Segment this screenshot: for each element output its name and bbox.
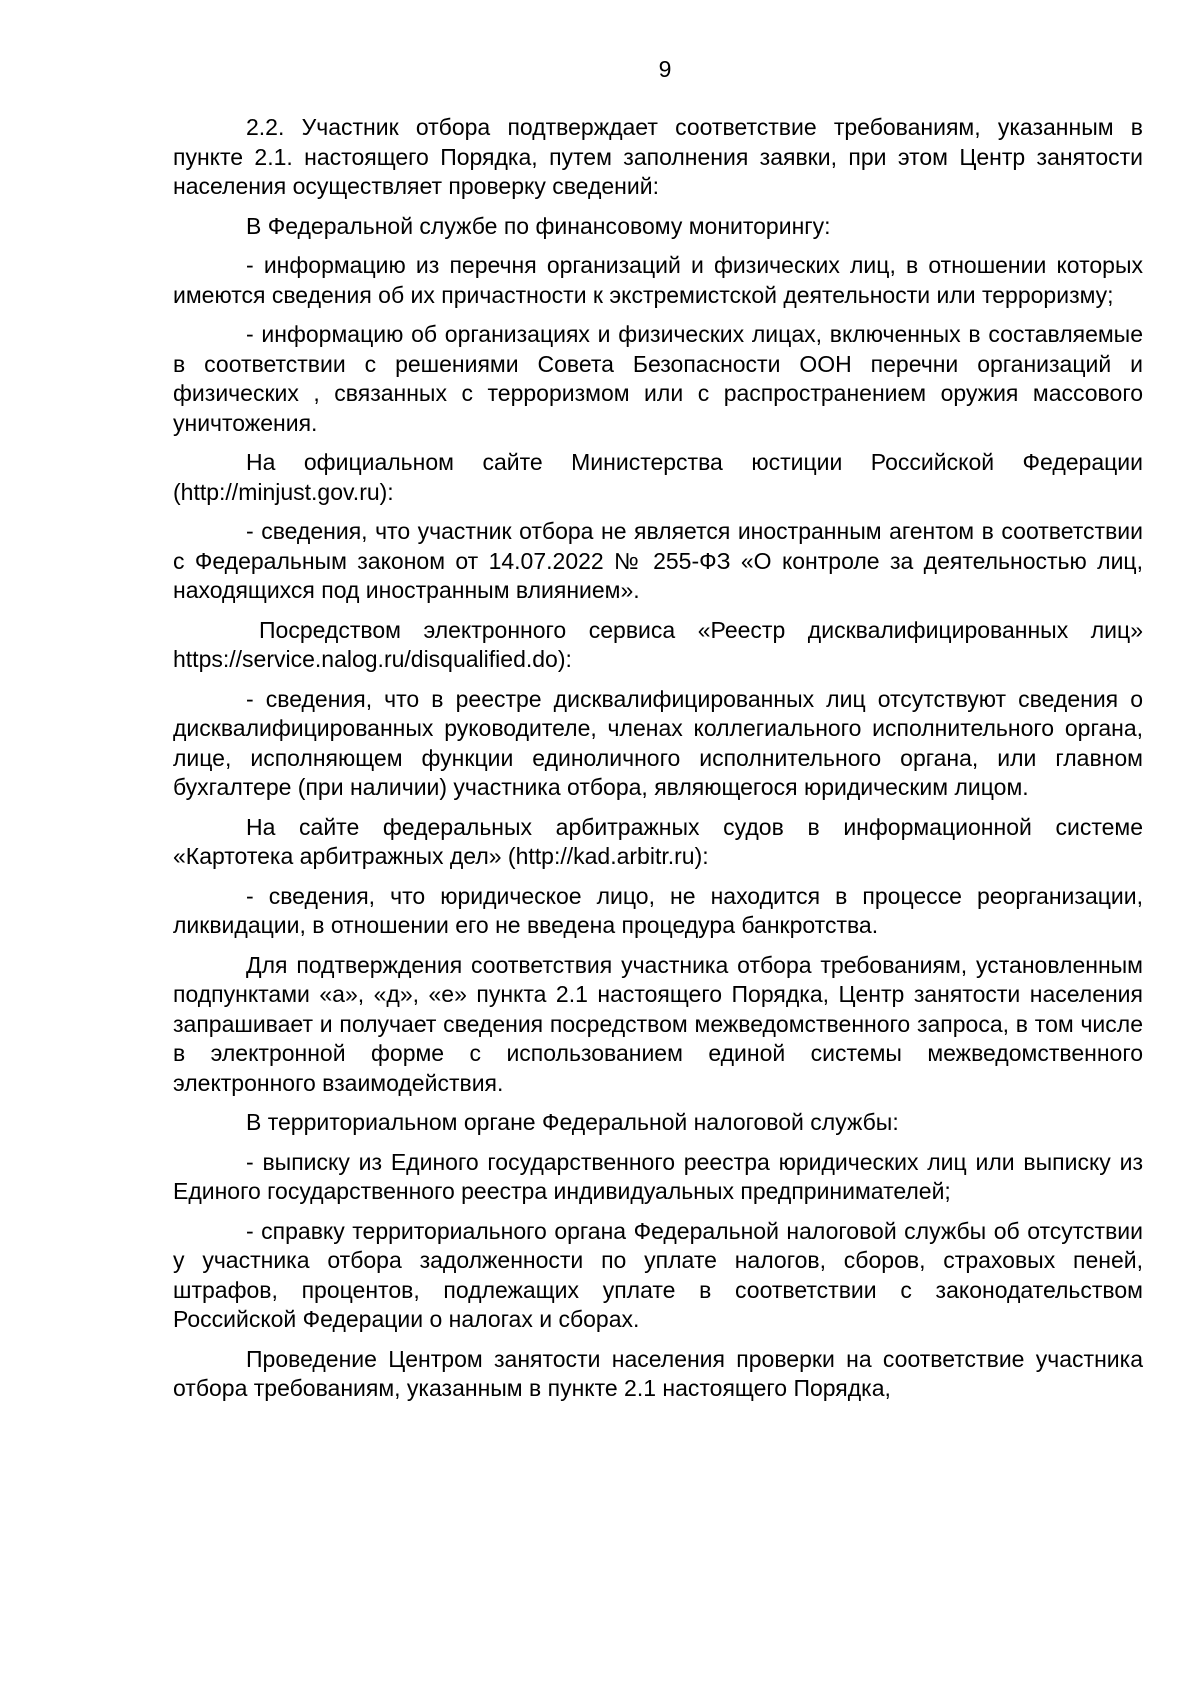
paragraph-disqualified-service-heading: Посредством электронного сервиса «Реестр дисквалифицированных лиц» https://service.nalog.ru/disqualified.do): [173, 616, 1143, 672]
paragraph-interagency-request: Для подтверждения соответствия участника отбора требованиям, установленным подпунктами «а», «д», «е» пункта 2.1 настоящего Порядка, Центр занятости населения запрашивает и получает сведения посредством межведомственного запроса, в том числе в электронной форме с использованием единой системы межведомственного электронного взаимодействия. [173, 951, 1143, 1096]
paragraph-rosfinmonitoring-heading: В Федеральной службе по финансовому мониторингу: [246, 212, 831, 239]
paragraph-foreign-agent: - сведения, что участник отбора не является иностранным агентом в соответствии с Федеральным законом от 14.07.2022 № 255-ФЗ «О контроле за деятельностью лиц, находящихся под иностранным влиянием». [173, 518, 1143, 603]
paragraph-minjust-heading: На официальном сайте Министерства юстиции Российской Федерации (http://minjust.gov.ru): [173, 449, 1143, 505]
paragraph-reorganization-liquidation: - сведения, что юридическое лицо, не находится в процессе реорганизации, ликвидации, в отношении его не введена процедура банкротства. [173, 882, 1143, 938]
paragraph-disqualified-persons: - сведения, что в реестре дисквалифицированных лиц отсутствуют сведения о дисквалифицированных руководителе, членах коллегиального исполнительного органа, лице, исполняющем функции единоличного исполнительного органа, или главном бухгалтере (при наличии) участника отбора, являющегося юридическим лицом. [173, 685, 1143, 800]
paragraph-tax-debt-certificate: - справку территориального органа Федеральной налоговой службы об отсутствии у участника отбора задолженности по уплате налогов, сборов, страховых пеней, штрафов, процентов, подлежащих уплате в соответствии с законодательством Российской Федерации о налогах и сборах. [173, 1217, 1143, 1332]
paragraph-extremism-list: - информацию из перечня организаций и физических лиц, в отношении которых имеются сведения об их причастности к экстремистской деятельности или терроризму; [173, 252, 1143, 308]
paragraph-arbitration-heading: На сайте федеральных арбитражных судов в информационной системе «Картотека арбитражных дел» (http://kad.arbitr.ru): [173, 813, 1143, 869]
document-body [173, 113, 1143, 1414]
paragraph-tax-service-heading: В территориальном органе Федеральной налоговой службы: [246, 1109, 899, 1135]
paragraph-verification-continued: Проведение Центром занятости населения проверки на соответствие участника отбора требованиям, указанным в пункте 2.1 настоящего Порядка, [173, 1345, 1143, 1401]
paragraph-un-security-council-list: - информацию об организациях и физических лицах, включенных в составляемые в соответствии с решениями Совета Безопасности ООН перечни организаций и физических , связанных с терроризмом или с распространением оружия массового уничтожения. [173, 321, 1143, 436]
paragraph-registry-extract: - выписку из Единого государственного реестра юридических лиц или выписку из Единого государственного реестра индивидуальных предпринимателей; [173, 1148, 1143, 1204]
paragraph-2-2: 2.2. Участник отбора подтверждает соответствие требованиям, указанным в пункте 2.1. настоящего Порядка, путем заполнения заявки, при этом Центр занятости населения осуществляет проверку сведений: [173, 114, 1143, 199]
page-number: 9 [658, 56, 672, 82]
